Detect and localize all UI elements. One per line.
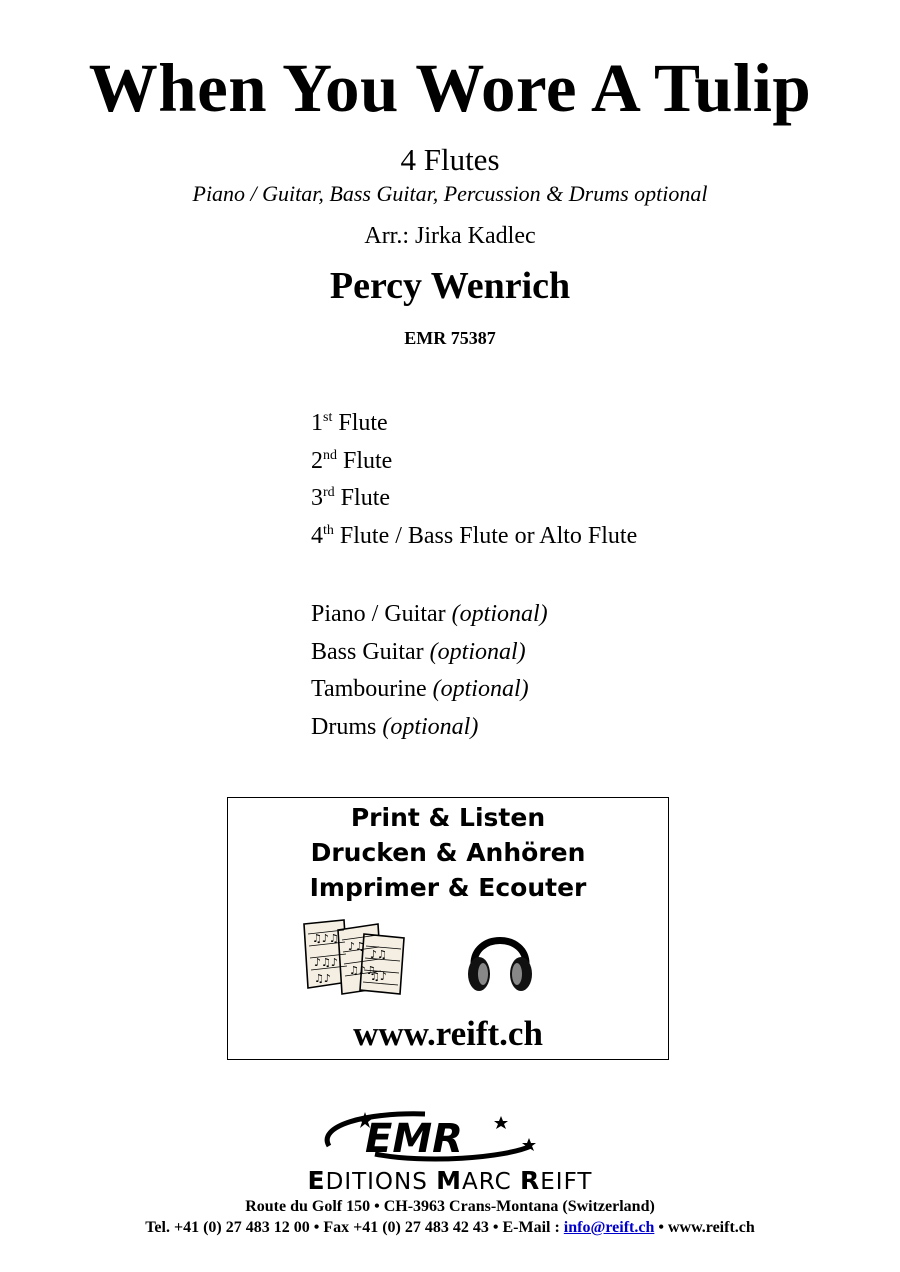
email-link[interactable]: info@reift.ch: [563, 1219, 655, 1236]
optional-parts-list: [311, 596, 548, 747]
list-item: Drums (optional): [311, 714, 479, 741]
catalog-number: EMR 75387: [404, 328, 496, 348]
svg-text:♪♫: ♪♫: [348, 940, 365, 953]
headphones-icon: [464, 920, 536, 994]
svg-text:♫♪: ♫♪: [370, 970, 387, 983]
list-item: 3rd Flute: [311, 485, 391, 512]
list-item: 1st Flute: [311, 410, 388, 436]
emr-logo-text: EMR: [365, 1116, 463, 1162]
website-url[interactable]: www.reift.ch: [353, 1014, 543, 1053]
svg-text:♫♪♫: ♫♪♫: [312, 932, 339, 945]
flute-parts-list: [311, 405, 637, 556]
list-item: Bass Guitar (optional): [311, 638, 526, 665]
promo-line-english: Print & Listen: [350, 803, 546, 832]
promo-line-german: Drucken & Anhören: [310, 838, 586, 867]
emr-logo: [305, 1108, 545, 1166]
svg-text:♫♪: ♫♪: [314, 972, 331, 985]
promo-line-french: Imprimer & Ecouter: [309, 873, 587, 902]
ensemble: 4 Flutes: [400, 142, 500, 177]
list-item: Tambourine (optional): [311, 676, 529, 703]
optional-instruments: Piano / Guitar, Bass Guitar, Percussion & Drums optional: [192, 181, 708, 206]
list-item: 2nd Flute: [311, 447, 393, 474]
print-listen-box: [227, 797, 669, 1060]
page-title: When You Wore A Tulip: [88, 50, 812, 126]
list-item: 4th Flute / Bass Flute or Alto Flute: [311, 523, 638, 550]
list-item: Piano / Guitar (optional): [311, 601, 548, 627]
publisher-contact: Tel. +41 (0) 27 483 12 00 • Fax +41 (0) 27 483 42 43 • E-Mail : info@reift.ch • www.reift.ch: [145, 1219, 755, 1236]
svg-text:♪♫♪: ♪♫♪: [314, 956, 338, 969]
publisher-name: EDITIONS MARC REIFT: [307, 1166, 593, 1195]
publisher-address: Route du Golf 150 • CH-3963 Crans-Montana (Switzerland): [245, 1198, 655, 1215]
svg-text:♫♪♫: ♫♪♫: [349, 964, 376, 977]
sheet-music-icon: [300, 918, 412, 996]
arranger: Arr.: Jirka Kadlec: [364, 223, 536, 249]
svg-text:♪♫: ♪♫: [370, 948, 387, 961]
composer: Percy Wenrich: [329, 265, 571, 307]
